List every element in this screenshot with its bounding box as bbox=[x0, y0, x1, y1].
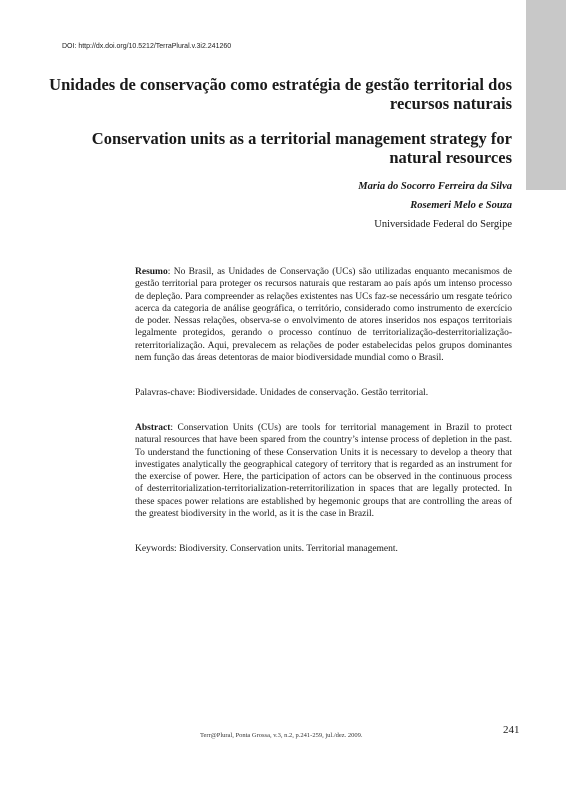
title-portuguese: Unidades de conservação como estratégia de gestão territorial dos recursos naturais bbox=[49, 75, 512, 113]
author-2: Rosemeri Melo e Souza bbox=[410, 200, 512, 211]
page-number: 241 bbox=[503, 724, 520, 736]
affiliation: Universidade Federal do Sergipe bbox=[374, 219, 512, 230]
abstract-paragraph bbox=[135, 422, 512, 520]
resumo-paragraph bbox=[135, 266, 512, 364]
side-tab bbox=[526, 0, 566, 190]
doi-line[interactable]: DOI: http://dx.doi.org/10.5212/TerraPlural.v.3i2.241260 bbox=[62, 43, 232, 50]
palavras-chave: Palavras-chave: Biodiversidade. Unidades de conservação. Gestão territorial. bbox=[135, 388, 429, 398]
keywords: Keywords: Biodiversity. Conservation units. Territorial management. bbox=[135, 544, 398, 554]
abstract-text: : Conservation Units (CUs) are tools for territorial management in Brazil to protect natural resources that have been spared from the country’s intense process of depletion in the past. To understand the functioning of these Conservation Units it is necessary to develop a theory that investigates analytically the geographical category of territory that is regarded as an instrument for the exercise of power. Here, the participation of actors can be observed in the continuous process of desterritorialization-territorialization-reterritorilization in spaces that are legally protected. In these spaces power relations are established by hegemonic groups that are controlling the areas of the greatest biodiversity in the world, as it is the case in Brazil. bbox=[135, 423, 512, 520]
resumo-label: Resumo bbox=[135, 267, 168, 277]
resumo-text: : No Brasil, as Unidades de Conservação (UCs) são utilizadas enquanto mecanismos de gestão territorial para proteger os recursos naturais que restaram ao país após um intenso processo de depleção. Para compreender as relações existentes nas UCs faz-se necessário um resgate teórico acerca da categoria de análise geográfica, o território, considerado como instrumento de exercício de poder. Nessas relações, observa-se o envolvimento de atores inseridos nos espaços territoriais legalmente protegidos, gerando o processo contínuo de territorialização-desterritorialização-reterritorialização. Aqui, prevalecem as relações de poder estabelecidas pelos grupos dominantes nem função das áreas detentoras de maior biodiversidade mundial como o Brasil. bbox=[135, 267, 512, 364]
author-1: Maria do Socorro Ferreira da Silva bbox=[358, 181, 512, 192]
title-english: Conservation units as a territorial management strategy for natural resources bbox=[91, 129, 512, 167]
abstract-label: Abstract bbox=[135, 423, 171, 433]
footer-citation: Terr@Plural, Ponta Grossa, v.3, n.2, p.241-259, jul./dez. 2009. bbox=[200, 732, 363, 739]
